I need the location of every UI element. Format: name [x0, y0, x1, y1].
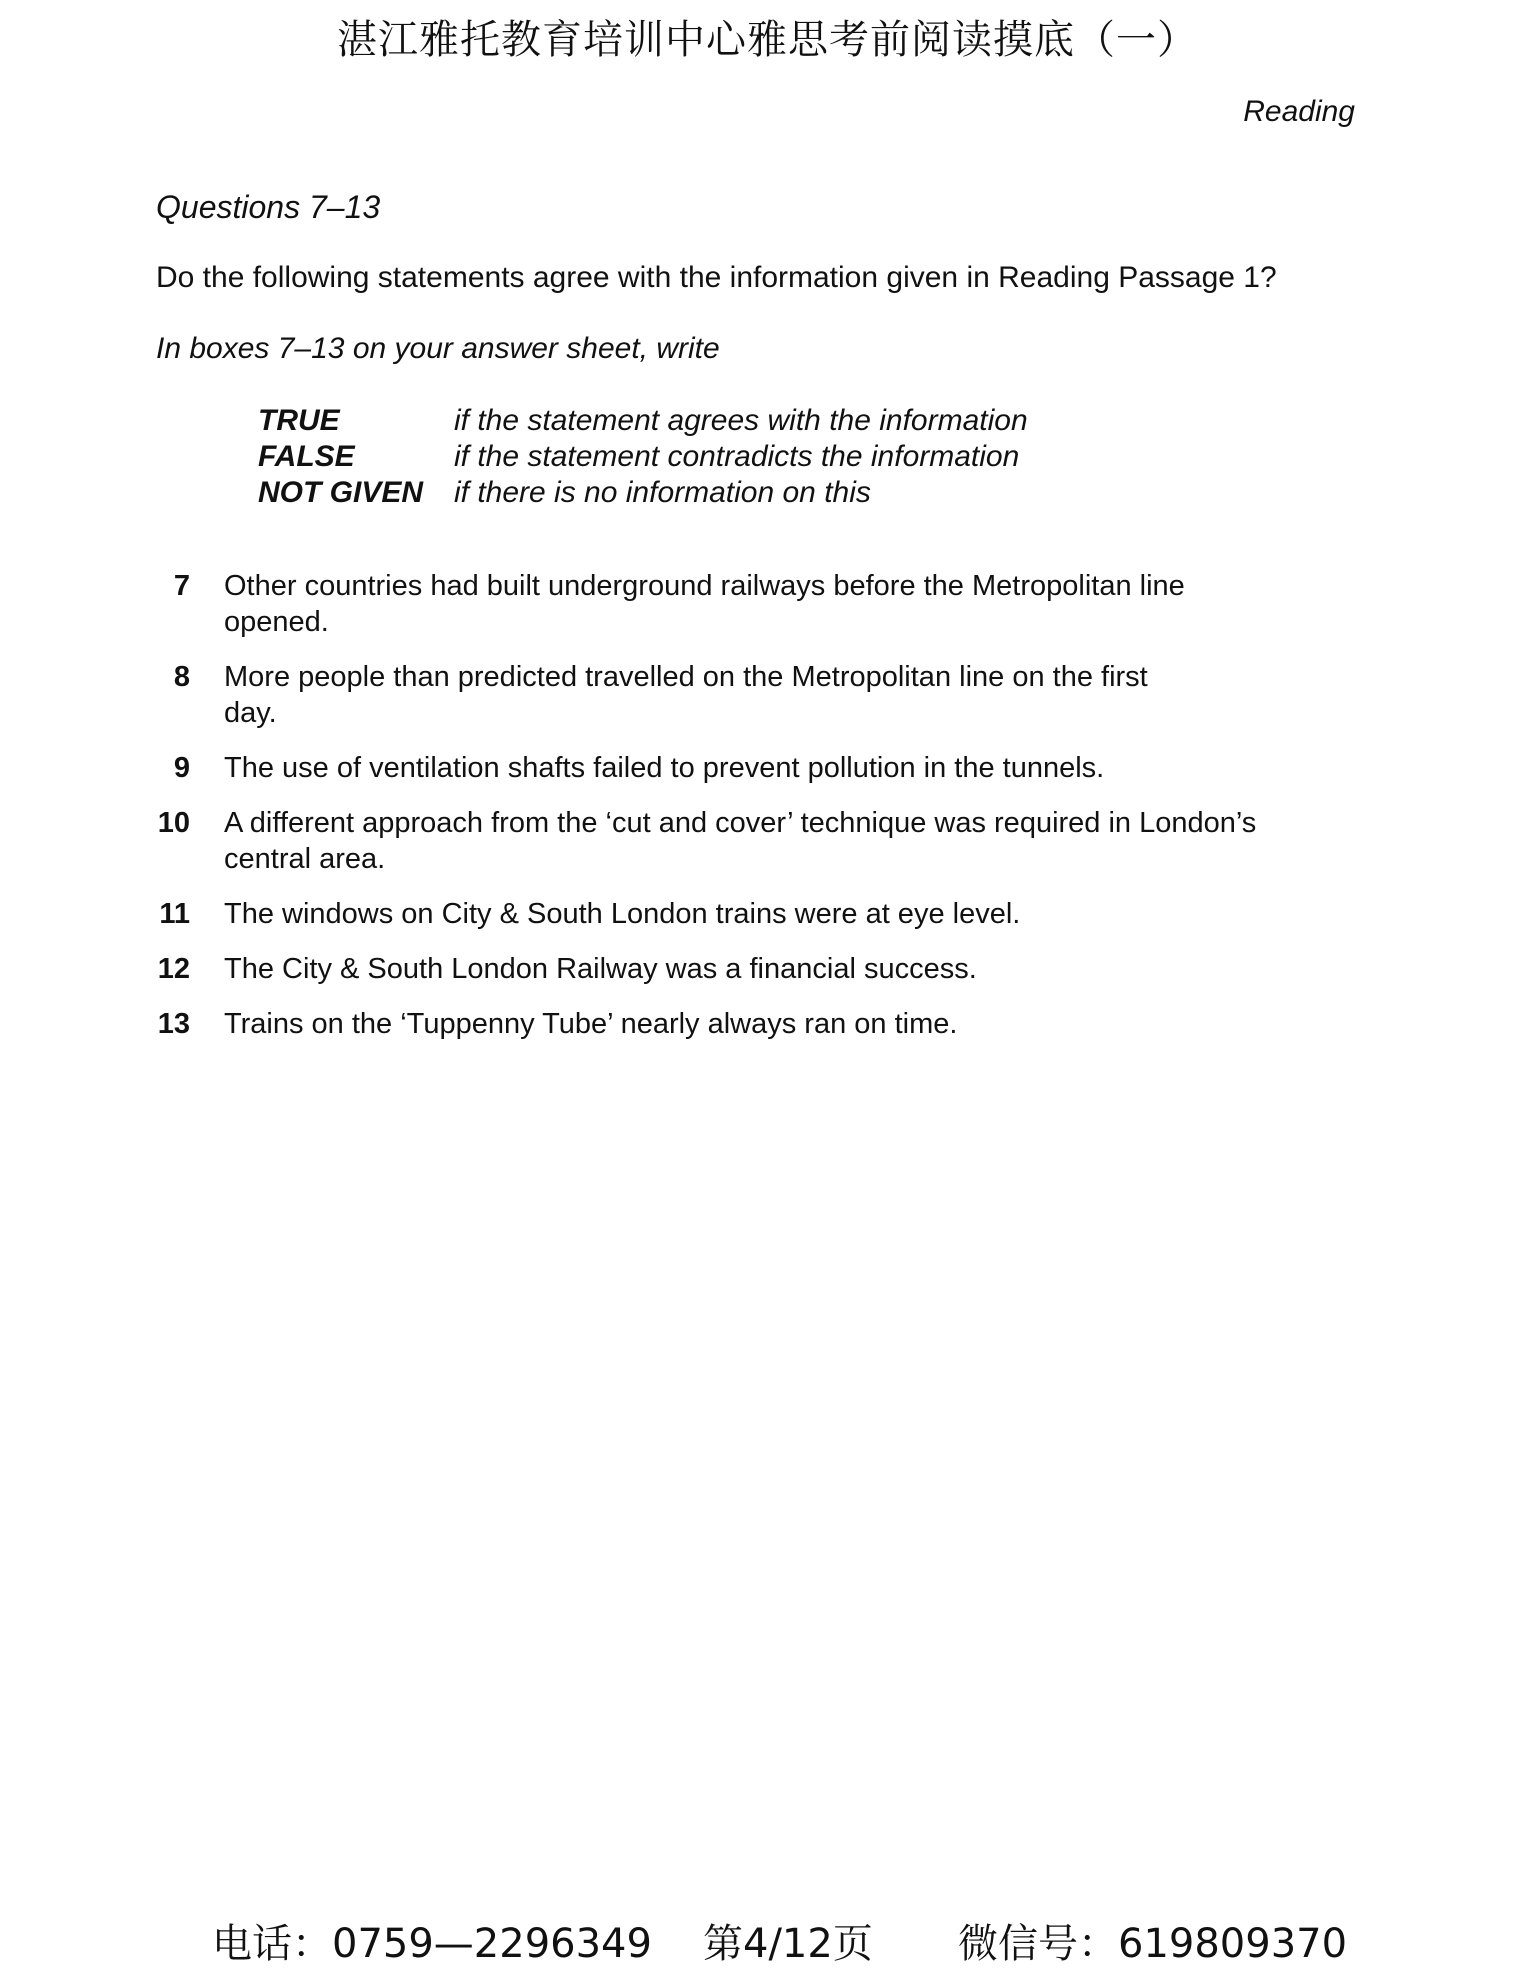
statement-text [224, 896, 1340, 932]
statement-number: 9 [173, 752, 190, 784]
statement-item [140, 568, 1340, 640]
statement-number: 12 [157, 953, 190, 985]
statement-line: A different approach from the ‘cut and cover’ technique was required in London’s [224, 807, 1257, 839]
footer-page-number: 第4/12页 [703, 1921, 873, 1967]
statement-item [140, 1006, 1340, 1042]
statement-item [140, 805, 1340, 877]
statement-line: Trains on the ‘Tuppenny Tube’ nearly always ran on time. [224, 1008, 958, 1040]
statement-line: day. [224, 697, 277, 729]
statement-line: The windows on City & South London trains were at eye level. [224, 898, 1021, 930]
answer-key-table [258, 403, 1028, 511]
answer-key-row [258, 439, 1028, 475]
statement-line: More people than predicted travelled on the Metropolitan line on the first [224, 661, 1148, 693]
answer-instruction: In boxes 7–13 on your answer sheet, write [156, 332, 720, 365]
statement-line: The use of ventilation shafts failed to prevent pollution in the tunnels. [224, 752, 1105, 784]
statement-text [224, 750, 1340, 786]
statement-number: 11 [159, 898, 190, 930]
statement-text [224, 659, 1340, 731]
answer-key-term: TRUE [258, 404, 340, 437]
answer-key-row [258, 403, 1028, 439]
statement-line: central area. [224, 843, 386, 875]
statement-item [140, 659, 1340, 731]
section-label: Reading [1243, 95, 1355, 128]
statement-number: 7 [173, 570, 190, 602]
answer-key-term: FALSE [258, 440, 355, 473]
statement-list [140, 568, 1340, 1061]
statement-line: The City & South London Railway was a financial success. [224, 953, 977, 985]
page-title: 湛江雅托教育培训中心雅思考前阅读摸底（一） [337, 17, 1198, 63]
statement-text [224, 568, 1340, 640]
answer-key-meaning: if the statement contradicts the information [454, 440, 1020, 473]
questions-heading: Questions 7–13 [156, 189, 381, 225]
instruction-text: Do the following statements agree with the information given in Reading Passage 1? [156, 261, 1277, 294]
statement-number: 13 [157, 1008, 190, 1040]
footer-phone: 电话：0759—2296349 [212, 1921, 652, 1967]
answer-key-row [258, 475, 1028, 511]
statement-item [140, 951, 1340, 987]
statement-text [224, 805, 1340, 877]
statement-line: opened. [224, 606, 329, 638]
statement-item [140, 896, 1340, 932]
answer-key-meaning: if there is no information on this [454, 476, 871, 509]
statement-item [140, 750, 1340, 786]
statement-text [224, 951, 1340, 987]
statement-line: Other countries had built underground railways before the Metropolitan line [224, 570, 1185, 602]
statement-number: 10 [157, 807, 190, 839]
answer-key-meaning: if the statement agrees with the information [454, 404, 1028, 437]
footer-wechat: 微信号：619809370 [958, 1921, 1348, 1967]
answer-key-term: NOT GIVEN [258, 476, 424, 509]
statement-number: 8 [173, 661, 190, 693]
statement-text [224, 1006, 1340, 1042]
